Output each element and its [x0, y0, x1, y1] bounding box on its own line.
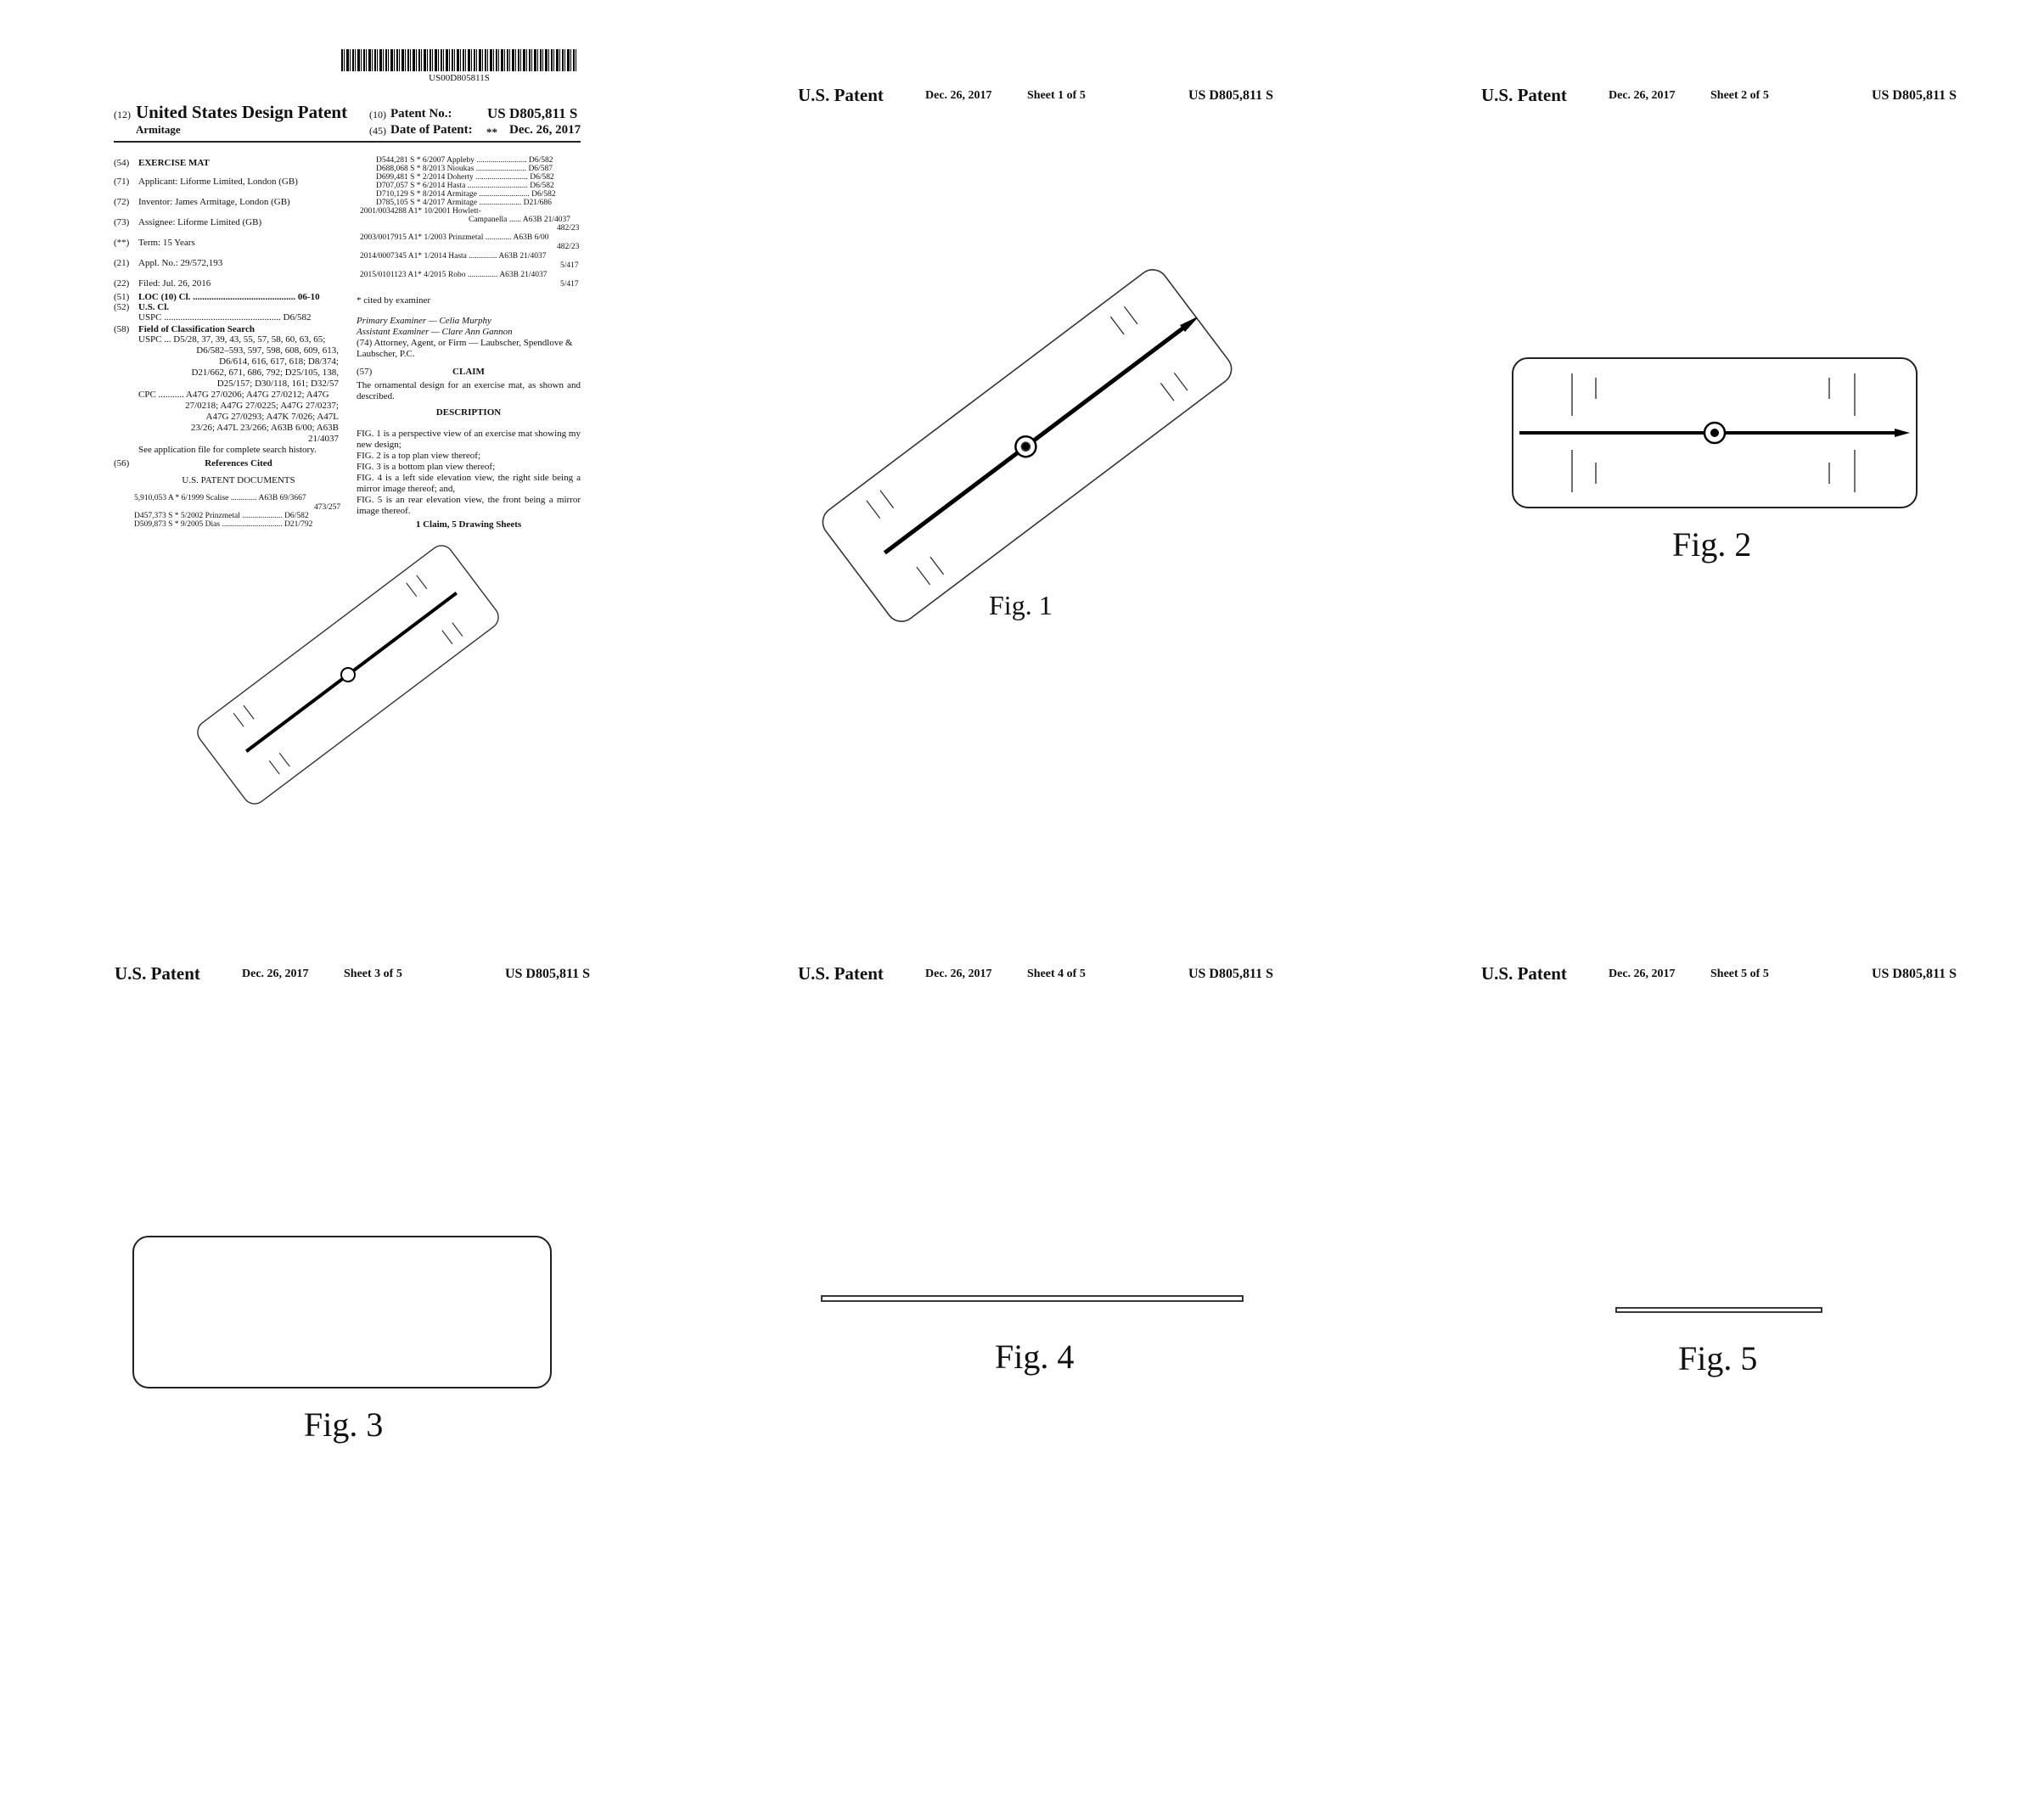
- sheet-1: [798, 85, 1273, 934]
- header-date: Dec. 26, 2017: [925, 968, 992, 980]
- field-appl-no: Appl. No.: 29/572,193: [138, 258, 223, 268]
- field-code: (**): [114, 238, 130, 248]
- attorney: (74) Attorney, Agent, or Firm — Laubscher, Spendlove & Laubscher, P.C.: [357, 338, 573, 359]
- code-45: (45): [369, 125, 386, 137]
- barcode: [341, 49, 577, 71]
- header-number: US D805,811 S: [1871, 967, 1957, 981]
- fig4-side-elevation: [821, 1294, 1245, 1304]
- refs-subheading: U.S. PATENT DOCUMENTS: [182, 475, 295, 485]
- fig4-caption: Fig. 4: [995, 1338, 1075, 1376]
- ref-row: 2003/0017915 A1* 1/2003 Prinzmetal ............. A63B 6/00: [360, 233, 549, 242]
- header-patent: U.S. Patent: [798, 85, 884, 105]
- ref-row: D544,281 S * 6/2007 Appleby ......................... D6/582: [376, 156, 553, 165]
- date-of-patent: Dec. 26, 2017: [509, 123, 581, 137]
- sheet-header: [798, 963, 1273, 997]
- search-line: 27/0218; A47G 27/0225; A47G 27/0237;: [185, 400, 339, 411]
- inventor-surname: Armitage: [136, 123, 181, 136]
- header-number: US D805,811 S: [1188, 967, 1273, 981]
- header-patent: U.S. Patent: [115, 963, 200, 984]
- field-code: (51): [114, 292, 130, 302]
- claim-heading: CLAIM: [452, 367, 485, 377]
- header-patent: U.S. Patent: [798, 963, 884, 984]
- header-sheet: Sheet 5 of 5: [1710, 968, 1769, 980]
- ref-row: D699,481 S * 2/2014 Doherty .......................... D6/582: [376, 173, 554, 182]
- claim-code: (57): [357, 367, 373, 377]
- claims-summary: 1 Claim, 5 Drawing Sheets: [415, 519, 522, 530]
- header-sheet: Sheet 1 of 5: [1027, 89, 1086, 102]
- ref-row: 5/417: [560, 261, 579, 270]
- header-date: Dec. 26, 2017: [1609, 89, 1676, 102]
- patent-no-label: Patent No.:: [390, 107, 452, 121]
- date-label: Date of Patent:: [390, 123, 473, 137]
- field-title: EXERCISE MAT: [138, 158, 210, 168]
- ref-row: D457,373 S * 5/2002 Prinzmetal .................... D6/582: [134, 512, 309, 520]
- ref-row: D707,057 S * 6/2014 Hasta .............................. D6/582: [376, 182, 554, 190]
- sheet-2: [1481, 85, 1957, 934]
- description-block: [357, 429, 581, 517]
- description-line: FIG. 4 is a left side elevation view, the right side being a mirror image thereof; and,: [357, 472, 581, 494]
- field-us-cl: U.S. Cl.: [138, 302, 170, 312]
- search-line: 21/4037: [307, 433, 339, 444]
- search-line: A47G 27/0293; A47K 7/026; A47L: [205, 411, 339, 422]
- ref-row: 2014/0007345 A1* 1/2014 Hasta .............. A63B 21/4037: [360, 252, 547, 261]
- field-code: (58): [114, 324, 130, 334]
- code-12: (12): [114, 109, 131, 121]
- fig2-caption: Fig. 2: [1672, 525, 1752, 564]
- ref-row: 5,910,053 A * 6/1999 Scalise ............. A63B 69/3667: [134, 494, 306, 502]
- claim-text: The ornamental design for an exercise mat, as shown and described.: [357, 380, 581, 401]
- patent-no: US D805,811 S: [487, 105, 578, 121]
- field-code: (72): [114, 197, 130, 207]
- front-mat-drawing: [170, 552, 526, 798]
- field-search: Field of Classification Search: [138, 324, 255, 334]
- fig2-top-plan-mat: [1511, 356, 1918, 509]
- ref-row: D509,873 S * 9/2005 Dias .............................. D21/792: [134, 520, 313, 529]
- sheet-5: [1481, 963, 1957, 1812]
- search-line: D21/662, 671, 686, 792; D25/105, 138,: [191, 367, 339, 378]
- search-line: D6/582–593, 597, 598, 608, 609, 613,: [196, 345, 339, 356]
- header-number: US D805,811 S: [1871, 88, 1957, 103]
- description-line: FIG. 3 is a bottom plan view thereof;: [357, 461, 496, 472]
- search-block: [138, 334, 339, 456]
- fig5-rear-elevation: [1615, 1306, 1824, 1315]
- header-number: US D805,811 S: [1188, 88, 1273, 103]
- sheet-header: [115, 963, 590, 997]
- description-line: FIG. 5 is an rear elevation view, the front being a mirror image thereof.: [357, 494, 581, 516]
- sheet-4: [798, 963, 1273, 1812]
- fig5-caption: Fig. 5: [1678, 1339, 1758, 1377]
- fig3-bottom-plan-mat: [132, 1235, 553, 1389]
- ref-row: D688,068 S * 8/2013 Nioukas ......................... D6/587: [376, 165, 553, 173]
- ref-row: 473/257: [314, 503, 341, 512]
- sheet-3: [115, 963, 590, 1812]
- header-sheet: Sheet 4 of 5: [1027, 968, 1086, 980]
- ref-row: 5/417: [560, 280, 579, 289]
- header-patent: U.S. Patent: [1481, 963, 1567, 984]
- sheet-header: [1481, 963, 1957, 997]
- refs-heading: References Cited: [205, 458, 272, 468]
- fig3-caption: Fig. 3: [304, 1405, 384, 1444]
- field-inventor: Inventor: James Armitage, London (GB): [138, 197, 290, 207]
- field-filed: Filed: Jul. 26, 2016: [138, 278, 211, 289]
- refs-code: (56): [114, 458, 130, 468]
- description-line: FIG. 2 is a top plan view thereof;: [357, 450, 481, 461]
- header-number: US D805,811 S: [504, 967, 590, 981]
- fig1-caption: Fig. 1: [989, 590, 1053, 620]
- field-applicant: Applicant: Liforme Limited, London (GB): [138, 177, 298, 187]
- assistant-examiner: Assistant Examiner — Clare Ann Gannon: [357, 327, 513, 337]
- header-rule: [114, 141, 581, 143]
- field-code: (52): [114, 302, 130, 312]
- field-code: (21): [114, 258, 130, 268]
- ref-row: D785,105 S * 4/2017 Armitage ..................... D21/686: [376, 199, 552, 207]
- header-sheet: Sheet 2 of 5: [1710, 89, 1769, 102]
- field-code: (71): [114, 177, 130, 187]
- search-line: CPC ........... A47G 27/0206; A47G 27/0212; A47G: [138, 389, 329, 400]
- field-code: (54): [114, 158, 130, 168]
- search-line: See application file for complete search history.: [138, 444, 317, 455]
- search-line: 23/26; A47L 23/266; A63B 6/00; A63B: [190, 422, 339, 433]
- field-uspc: USPC .................................................. D6/582: [138, 312, 312, 323]
- header-date: Dec. 26, 2017: [925, 89, 992, 102]
- field-code: (73): [114, 217, 130, 227]
- header-sheet: Sheet 3 of 5: [344, 968, 402, 980]
- search-line: D6/614, 616, 617, 618; D8/374;: [219, 356, 339, 367]
- header-date: Dec. 26, 2017: [1609, 968, 1676, 980]
- header-patent: U.S. Patent: [1481, 85, 1567, 105]
- ref-row: 482/23: [557, 243, 580, 251]
- field-term: Term: 15 Years: [138, 238, 195, 248]
- field-loc: LOC (10) Cl. ............................................ 06-10: [138, 292, 320, 302]
- ref-row: 2001/0034288 A1* 10/2001 Howlett-: [360, 207, 481, 216]
- search-line: D25/157; D30/118, 161; D32/57: [216, 378, 339, 389]
- search-line: USPC ... D5/28, 37, 39, 43, 55, 57, 58, 60, 63, 65;: [138, 334, 326, 345]
- field-code: (22): [114, 278, 130, 289]
- cited-note: * cited by examiner: [357, 295, 431, 306]
- ref-row: 2015/0101123 A1* 4/2015 Robo ............... A63B 21/4037: [360, 271, 548, 279]
- ref-row: 482/23: [557, 224, 580, 233]
- patent-type: United States Design Patent: [136, 102, 348, 122]
- ref-row: D710,129 S * 8/2014 Armitage ......................... D6/582: [376, 190, 556, 199]
- ref-row: Campanella ...... A63B 21/4037: [469, 216, 571, 224]
- description-line: FIG. 1 is a perspective view of an exercise mat showing my new design;: [357, 429, 581, 450]
- description-heading: DESCRIPTION: [435, 407, 502, 418]
- header-date: Dec. 26, 2017: [242, 968, 309, 980]
- sheet-header: [798, 85, 1273, 119]
- field-assignee: Assignee: Liforme Limited (GB): [138, 217, 262, 227]
- barcode-text: US00D805811S: [429, 73, 490, 83]
- date-mark: **: [486, 126, 497, 138]
- code-10: (10): [369, 109, 386, 121]
- primary-examiner: Primary Examiner — Celia Murphy: [357, 316, 491, 326]
- sheet-header: [1481, 85, 1957, 119]
